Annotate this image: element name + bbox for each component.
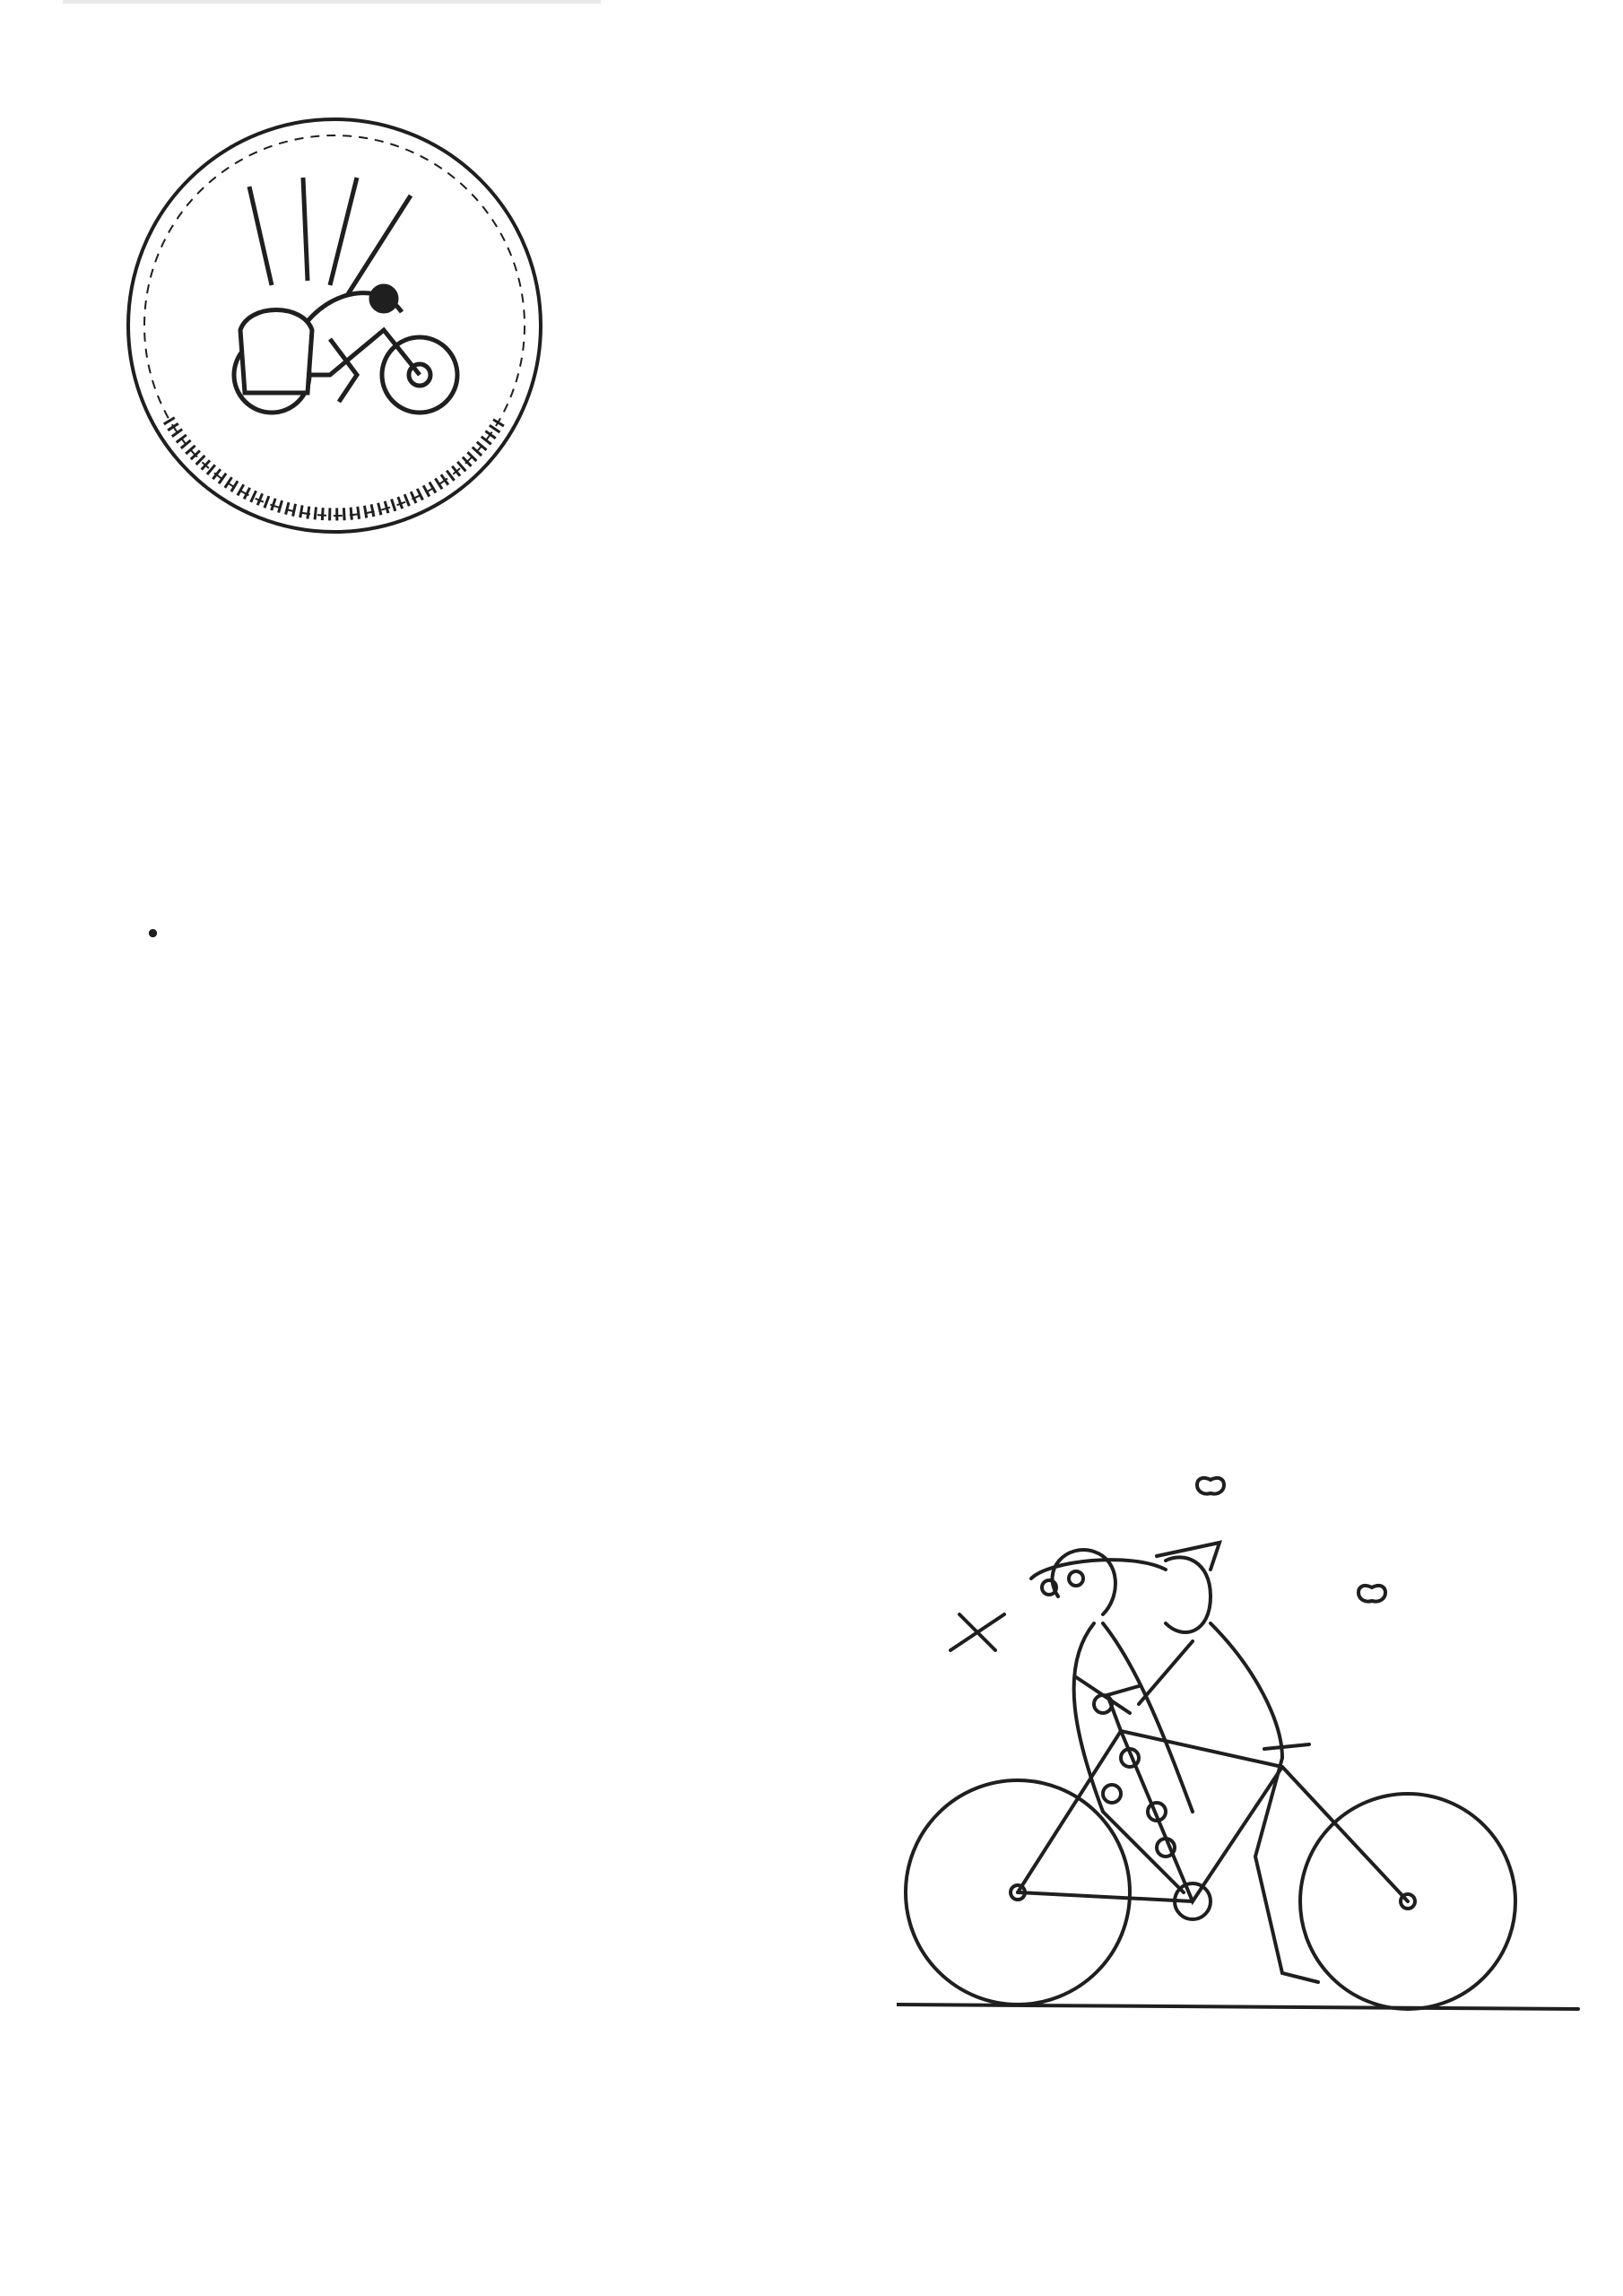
club-logo [115,106,554,545]
cyclists-illustration [897,1471,1596,2036]
scan-smudge [63,0,601,4]
